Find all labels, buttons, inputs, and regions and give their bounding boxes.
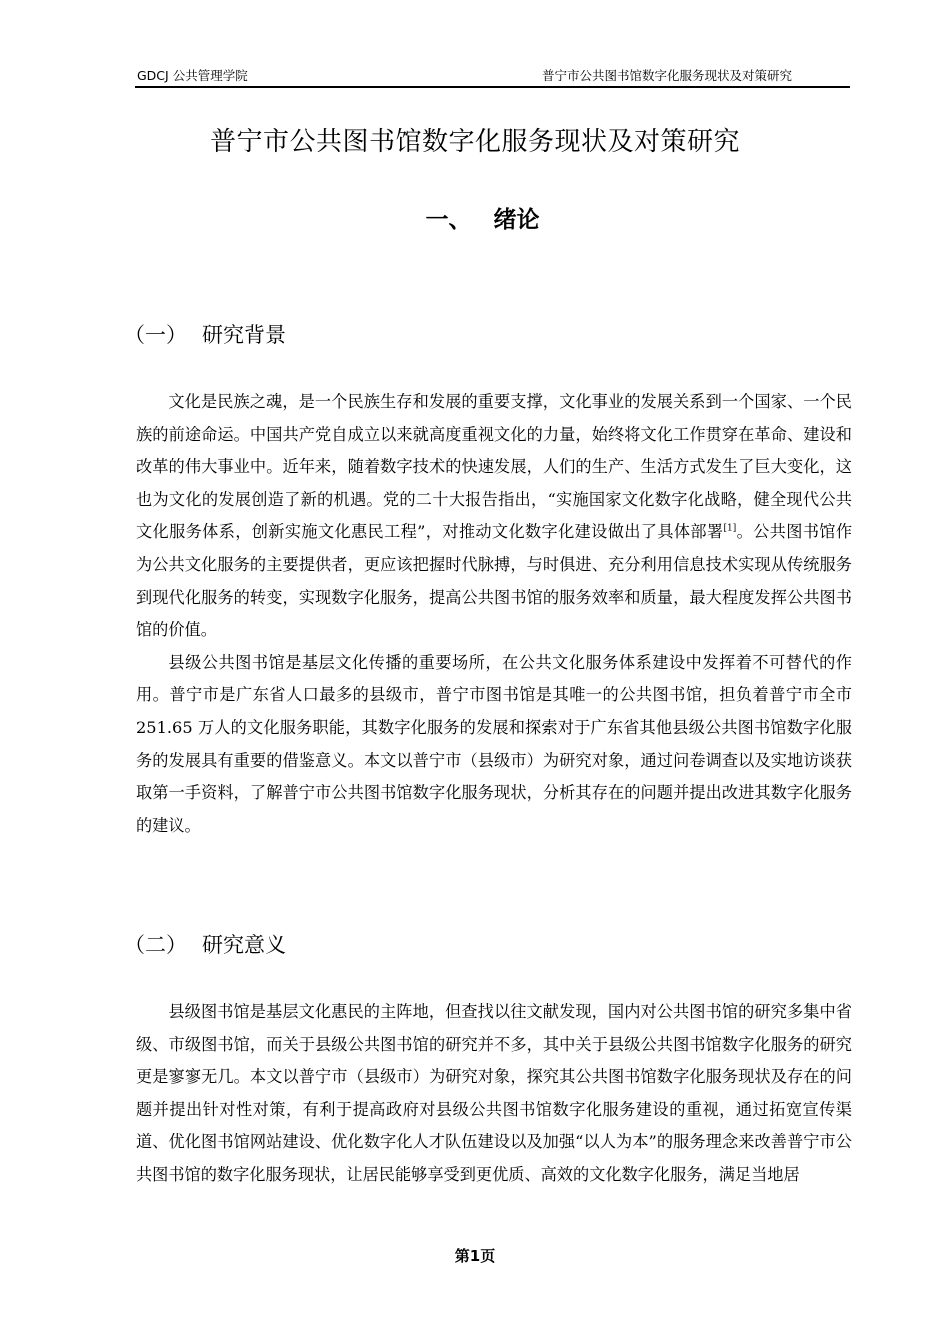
chapter-title: 绪论 bbox=[493, 207, 540, 233]
paragraph: 县级公共图书馆是基层文化传播的重要场所，在公共文化服务体系建设中发挥着不可替代的作用。普宁市是广东省人口最多的县级市，普宁市图书馆是其唯一的公共图书馆，担负着普宁市全市 251.65 万人的文化服务职能，其数字化服务的发展和探索对于广东省其他县级公共图书馆数字化服务的发展具有重要的借鉴意义。本文以普宁市（县级市）为研究对象，通过问卷调查以及实地访谈获取第一手资料，了解普宁市公共图书馆数字化服务现状，分析其存在的问题并提出改进其数字化服务的建议。 bbox=[136, 652, 852, 835]
header-paper-title: 普宁市公共图书馆数字化服务现状及对策研究 bbox=[541, 68, 792, 83]
document-title: 普宁市公共图书馆数字化服务现状及对策研究 bbox=[209, 127, 740, 157]
paragraph bbox=[136, 386, 852, 647]
paragraph: 县级图书馆是基层文化惠民的主阵地，但查找以往文献发现，国内对公共图书馆的研究多集中省级、市级图书馆，而关于县级公共图书馆的研究并不多，其中关于县级公共图书馆数字化服务的研究更是寥寥无几。本文以普宁市（县级市）为研究对象，探究其公共图书馆数字化服务现状及存在的问题并提出针对性对策，有利于提高政府对县级公共图书馆数字化服务建设的重视，通过拓宽宣传渠道、优化图书馆网站建设、优化数字化人才队伍建设以及加强“以人为本”的服务理念来改善普宁市公共图书馆的数字化服务现状，让居民能够享受到更优质、高效的文化数字化服务，满足当地居 bbox=[136, 1002, 852, 1184]
citation-marker: [1] bbox=[723, 523, 737, 534]
section-body-background bbox=[136, 386, 852, 842]
paragraph-text: 。公共图书馆作为公共文化服务的主要提供者，更应该把握时代脉搏，与时俱进、充分利用信息技术实现从传统服务到现代化服务的转变，实现数字化服务，提高公共图书馆的服务效率和质量，最大程度发挥公共图书馆的价值。 bbox=[136, 522, 853, 640]
section-title: 研究意义 bbox=[202, 933, 286, 957]
section-title: 研究背景 bbox=[202, 323, 286, 347]
paragraph-text: 文化是民族之魂，是一个民族生存和发展的重要支撑，文化事业的发展关系到一个国家、一个民族的前途命运。中国共产党自成立以来就高度重视文化的力量，始终将文化工作贯穿在革命、建设和改革的伟大事业中。近年来，随着数字技术的快速发展，人们的生产、生活方式发生了巨大变化，这也为文化的发展创造了新的机遇。党的二十大报告指出，“实施国家文化数字化战略，健全现代公共文化服务体系，创新实施文化惠民工程”，对推动文化数字化建设做出了具体部署 bbox=[136, 392, 852, 542]
chapter-heading bbox=[0, 200, 950, 240]
chapter-number: 一、 bbox=[425, 207, 472, 233]
header-institution: GDCJ 公共管理学院 bbox=[137, 68, 248, 83]
section-heading-background bbox=[124, 320, 286, 350]
section-heading-significance bbox=[124, 930, 286, 960]
section-body-significance bbox=[136, 996, 852, 1192]
running-header bbox=[135, 68, 850, 88]
section-number: （二） bbox=[124, 933, 187, 957]
page-number: 第1页 bbox=[454, 1247, 496, 1265]
section-number: （一） bbox=[124, 323, 187, 347]
